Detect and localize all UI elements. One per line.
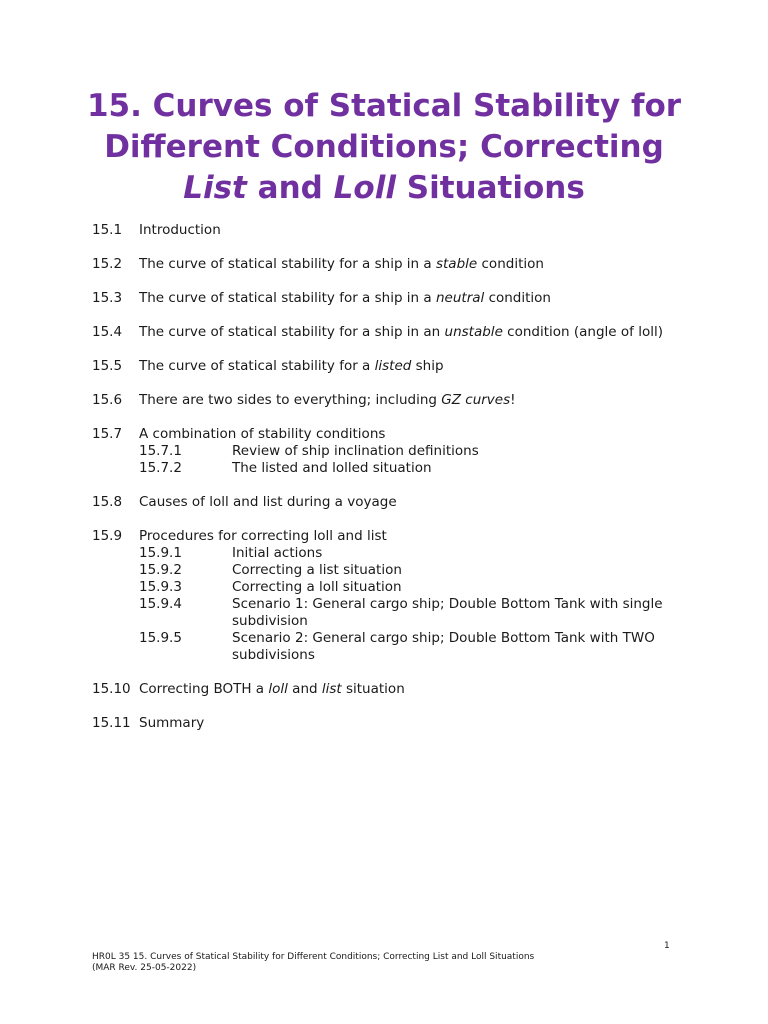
toc-text: Procedures for correcting loll and list: [139, 528, 387, 544]
toc-entry-15-6: [92, 392, 732, 409]
toc-subentry-15-9-3: [92, 579, 732, 596]
toc-subtext: The listed and lolled situation: [232, 460, 432, 476]
toc-subnumber: 15.7.2: [139, 460, 182, 476]
toc-text-part: There are two sides to everything; including: [139, 392, 442, 408]
toc-text-part: situation: [341, 681, 405, 697]
footer-line-2: (MAR Rev. 25-05-2022): [92, 963, 197, 973]
toc-subtext: Initial actions: [232, 545, 323, 561]
toc-subnumber: 15.9.5: [139, 630, 182, 646]
toc-text-part: !: [510, 392, 516, 408]
toc-subtext: Correcting a loll situation: [232, 579, 402, 595]
title-list-word: List: [183, 170, 247, 206]
title-line-2: Different Conditions; Correcting: [104, 129, 664, 165]
footer-line-1: HR0L 35 15. Curves of Statical Stability for Different Conditions; Correcting List and Loll Situations: [92, 952, 535, 962]
toc-text-part: condition: [477, 256, 544, 272]
toc-subtext: Scenario 1: General cargo ship; Double Bottom Tank with single subdivision: [232, 596, 663, 629]
toc-subentry-15-7-1: [92, 443, 732, 460]
title-loll-word: Loll: [333, 170, 396, 206]
toc-text-part: The curve of statical stability for a ship in a: [139, 256, 436, 272]
table-of-contents: [92, 222, 732, 749]
toc-text-part: The curve of statical stability for a: [139, 358, 375, 374]
toc-text-part: The curve of statical stability for a ship in a: [139, 290, 436, 306]
toc-text-part: condition: [484, 290, 551, 306]
toc-number: 15.7: [92, 426, 123, 442]
toc-text: [139, 256, 544, 273]
toc-text-part: ship: [411, 358, 444, 374]
toc-text-part: and: [287, 681, 322, 697]
toc-subentry-15-9-5: [92, 630, 732, 664]
toc-subentry-15-7-2: [92, 460, 732, 477]
title-line-1: 15. Curves of Statical Stability for: [86, 88, 682, 124]
toc-text: Causes of loll and list during a voyage: [139, 494, 397, 510]
toc-subentry-15-9-2: [92, 562, 732, 579]
toc-subnumber: 15.9.4: [139, 596, 182, 612]
page-footer: [92, 952, 676, 974]
toc-number: 15.3: [92, 290, 123, 306]
toc-text: [139, 290, 551, 307]
toc-italic-word: stable: [435, 256, 478, 272]
title-and: and: [246, 170, 334, 206]
toc-number: 15.10: [92, 681, 131, 697]
toc-subtext: Scenario 2: General cargo ship; Double Bottom Tank with TWO subdivisions: [232, 630, 655, 663]
toc-number: 15.5: [92, 358, 123, 374]
toc-text: Introduction: [139, 222, 221, 238]
toc-number: 15.9: [92, 528, 123, 544]
toc-subnumber: 15.9.2: [139, 562, 182, 578]
toc-number: 15.4: [92, 324, 123, 340]
toc-number: 15.2: [92, 256, 123, 272]
toc-text: [139, 324, 663, 341]
toc-entry-15-1: [92, 222, 732, 239]
toc-text-part: Correcting BOTH a: [139, 681, 269, 697]
toc-entry-15-11: [92, 715, 732, 732]
toc-subtext: Correcting a list situation: [232, 562, 402, 578]
toc-entry-15-4: [92, 324, 732, 341]
toc-subnumber: 15.9.3: [139, 579, 182, 595]
toc-number: 15.1: [92, 222, 123, 238]
toc-number: 15.11: [92, 715, 131, 731]
toc-number: 15.6: [92, 392, 123, 408]
toc-subnumber: 15.9.1: [139, 545, 182, 561]
toc-entry-15-5: [92, 358, 732, 375]
toc-entry-15-10: [92, 681, 732, 698]
toc-italic-word: listed: [374, 358, 412, 374]
toc-subnumber: 15.7.1: [139, 443, 182, 459]
document-title: [40, 86, 728, 209]
toc-entry-15-7: [92, 426, 732, 477]
toc-subtext: Review of ship inclination definitions: [232, 443, 479, 459]
toc-text: A combination of stability conditions: [139, 426, 386, 442]
toc-text-part: condition (angle of loll): [502, 324, 663, 340]
toc-italic-word: neutral: [435, 290, 485, 306]
toc-entry-15-2: [92, 256, 732, 273]
toc-number: 15.8: [92, 494, 123, 510]
toc-entry-15-8: [92, 494, 732, 511]
toc-italic-word: loll: [268, 681, 288, 697]
toc-entry-15-9: [92, 528, 732, 664]
toc-text: [139, 358, 444, 375]
toc-italic-word: unstable: [444, 324, 503, 340]
toc-entry-15-3: [92, 290, 732, 307]
toc-text: [139, 392, 516, 409]
toc-text: Summary: [139, 715, 205, 731]
toc-italic-word: GZ curves: [441, 392, 511, 408]
toc-subentry-15-9-4: [92, 596, 732, 630]
toc-text-part: The curve of statical stability for a ship in an: [139, 324, 445, 340]
page-number: 1: [664, 941, 670, 951]
title-line-3: [40, 168, 728, 209]
title-situations: Situations: [395, 170, 585, 206]
toc-subentry-15-9-1: [92, 545, 732, 562]
toc-italic-word: list: [321, 681, 342, 697]
toc-text: [139, 681, 405, 698]
